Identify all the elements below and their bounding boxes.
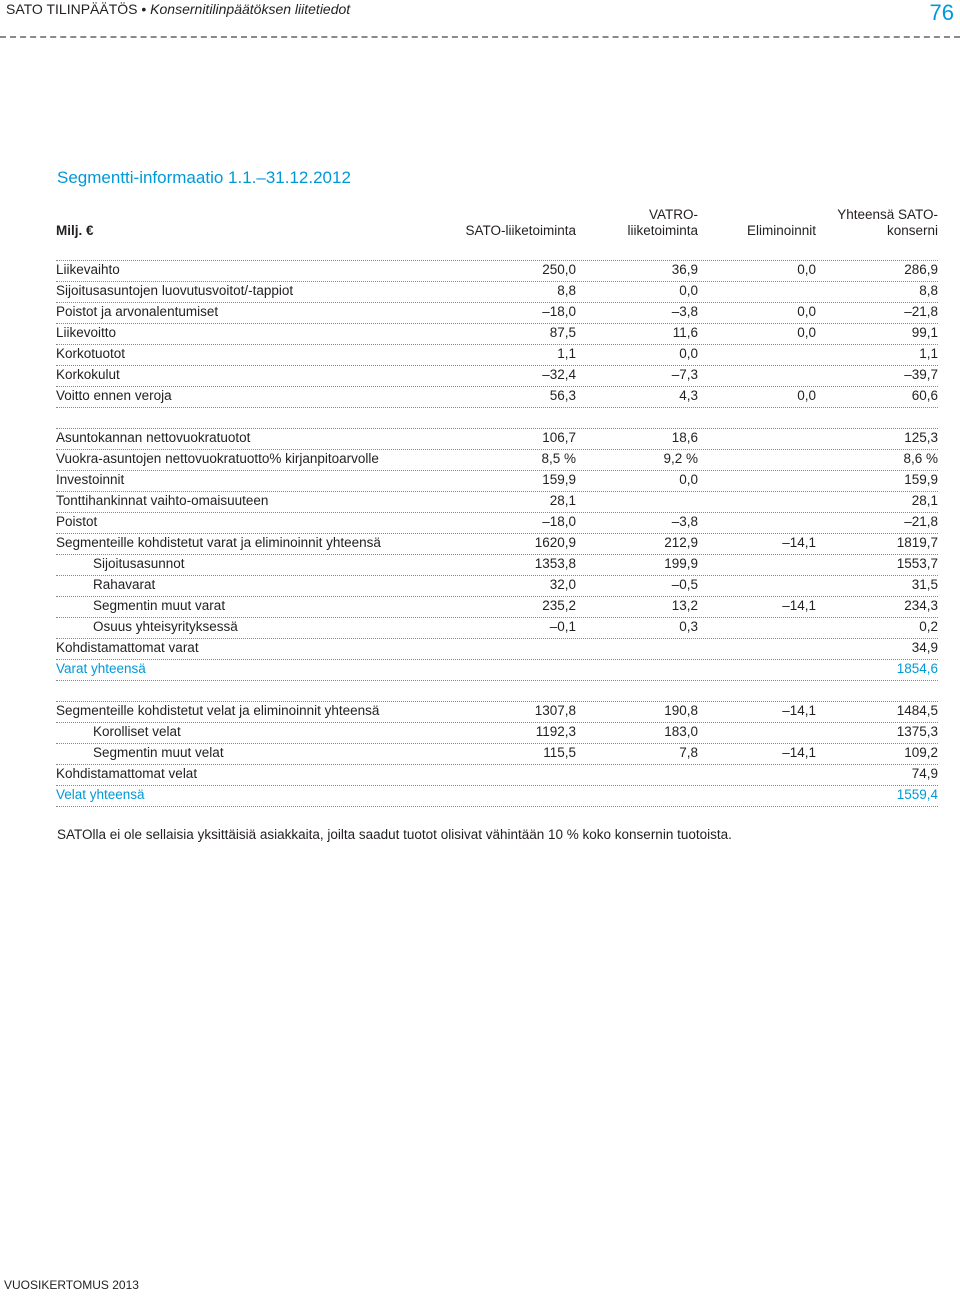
cell-c3: 0,0 [797,304,816,319]
table-row [56,512,938,534]
header-subsection: Konsernitilinpäätöksen liitetiedot [150,1,351,17]
cell-c1: 115,5 [543,745,576,760]
cell-c4: 109,2 [904,745,938,760]
cell-c4: 286,9 [904,262,938,277]
row-label: Voitto ennen veroja [56,388,172,403]
cell-c2: 183,0 [664,724,698,739]
cell-c1: 8,8 [557,283,576,298]
cell-c4: 234,3 [904,598,938,613]
cell-c4: 28,1 [911,493,938,508]
cell-c3: 0,0 [797,325,816,340]
cell-c2: 11,6 [672,325,698,340]
cell-c2: 18,6 [671,430,698,445]
table-row [56,722,938,744]
row-label: Segmenteille kohdistetut varat ja eliminoinnit yhteensä [56,535,381,550]
cell-c2: –3,8 [671,304,698,319]
table-row [56,449,938,471]
row-label: Osuus yhteisyrityksessä [93,619,238,634]
page-title: Segmentti-informaatio 1.1.–31.12.2012 [57,168,351,187]
cell-c1: 1307,8 [534,703,576,718]
cell-c2: 4,3 [679,388,698,403]
row-label: Segmentin muut varat [93,598,226,613]
cell-c4: 1553,7 [896,556,938,571]
table-row [56,491,938,513]
cell-c1: 106,7 [542,430,576,445]
page-number: 76 [929,0,954,25]
cell-c4: 1484,5 [896,703,938,718]
cell-c3: –14,1 [782,703,816,718]
table-row [56,701,938,723]
cell-c2: 199,9 [664,556,698,571]
cell-c1: –0,1 [549,619,576,634]
table-row [56,764,938,786]
cell-c2: 9,2 % [663,451,698,466]
table-row [56,428,938,450]
cell-c2: 212,9 [664,535,698,550]
header-bullet: • [141,1,147,17]
cell-c4: 1,1 [919,346,938,361]
row-label: Kohdistamattomat varat [56,640,199,655]
cell-c4: 1819,7 [896,535,938,550]
cell-c2: 190,8 [664,703,698,718]
row-label: Liikevaihto [56,262,120,277]
cell-c3: –14,1 [782,598,816,613]
cell-c2: 36,9 [671,262,698,277]
column-header-vatro-line2: liiketoiminta [627,223,698,238]
column-header-total-line2: konserni [886,223,938,238]
footnote: SATOlla ei ole sellaisia yksittäisiä asiakkaita, joilta saadut tuotot olisivat vähintään 10 % koko konsernin tuotoista. [57,827,732,842]
row-label: Tonttihankinnat vaihto-omaisuuteen [56,493,269,508]
column-header-eliminations: Eliminoinnit [746,223,816,238]
cell-c4: 99,1 [911,325,938,340]
row-label: Sijoitusasuntojen luovutusvoitot/-tappiot [56,283,294,298]
cell-c2: 0,3 [679,619,698,634]
table-row [56,743,938,765]
page-header [0,0,960,40]
table-row [56,533,938,555]
cell-c2: 13,2 [671,598,698,613]
cell-c4: 0,2 [919,619,938,634]
row-label: Segmenteille kohdistetut velat ja eliminoinnit yhteensä [56,703,380,718]
table-row [56,323,938,345]
row-label: Korkotuotot [56,346,126,361]
header-divider [0,36,960,38]
table-row [56,260,938,282]
table-row [56,386,938,408]
column-header-vatro-line1: VATRO- [649,207,698,222]
cell-c1: –18,0 [542,304,576,319]
table-row [56,596,938,618]
cell-c3: –14,1 [782,745,816,760]
column-header-vatro [598,207,698,239]
cell-c2: 0,0 [679,472,698,487]
table-row [56,344,938,366]
table-row [56,785,938,807]
cell-c2: –3,8 [671,514,698,529]
cell-c2: 0,0 [679,346,698,361]
row-label: Poistot [56,514,98,529]
cell-c1: 87,5 [549,325,576,340]
table-row [56,638,938,660]
row-label: Rahavarat [93,577,156,592]
cell-c1: 1620,9 [534,535,576,550]
row-label: Poistot ja arvonalentumiset [56,304,219,319]
cell-c3: 0,0 [797,262,816,277]
cell-c4: 1854,6 [896,661,938,676]
page-footer: VUOSIKERTOMUS 2013 [4,1278,139,1292]
cell-c2: 7,8 [679,745,698,760]
cell-c4: 125,3 [904,430,938,445]
cell-c1: 8,5 % [541,451,576,466]
cell-c1: 1192,3 [535,724,576,739]
row-label: Varat yhteensä [56,661,146,676]
table-row [56,302,938,324]
cell-c1: 32,0 [549,577,576,592]
table-row [56,470,938,492]
cell-c4: 31,5 [911,577,938,592]
table-row [56,554,938,576]
cell-c1: 28,1 [549,493,576,508]
table-row [56,617,938,639]
cell-c4: 8,8 [919,283,938,298]
cell-c3: 0,0 [797,388,816,403]
cell-c1: 159,9 [542,472,576,487]
cell-c1: –18,0 [542,514,576,529]
column-header-total-line1: Yhteensä SATO- [837,207,938,222]
row-label: Korolliset velat [93,724,181,739]
table-header [56,205,938,239]
cell-c4: 34,9 [911,640,938,655]
column-header-unit: Milj. € [56,223,94,238]
cell-c3: –14,1 [782,535,816,550]
cell-c4: 8,6 % [903,451,938,466]
row-label: Liikevoitto [56,325,117,340]
row-label: Korkokulut [56,367,120,382]
cell-c4: 159,9 [904,472,938,487]
cell-c1: 1,1 [557,346,576,361]
table-row [56,575,938,597]
cell-c2: –7,3 [671,367,698,382]
row-label: Sijoitusasunnot [93,556,185,571]
row-label: Velat yhteensä [56,787,145,802]
cell-c4: 60,6 [911,388,938,403]
row-label: Asuntokannan nettovuokratuotot [56,430,251,445]
cell-c4: –39,7 [904,367,938,382]
cell-c1: 250,0 [542,262,576,277]
cell-c1: –32,4 [542,367,576,382]
column-header-total [818,207,938,239]
cell-c4: 74,9 [911,766,938,781]
cell-c4: 1375,3 [896,724,938,739]
header-breadcrumb [6,1,350,17]
cell-c4: –21,8 [904,304,938,319]
cell-c2: –0,5 [671,577,698,592]
cell-c1: 1353,8 [534,556,576,571]
table-row [56,281,938,303]
cell-c1: 56,3 [549,388,576,403]
table-row [56,659,938,681]
cell-c2: 0,0 [679,283,698,298]
row-label: Segmentin muut velat [93,745,224,760]
row-label: Vuokra-asuntojen nettovuokratuotto% kirjanpitoarvolle [56,451,379,466]
cell-c1: 235,2 [542,598,576,613]
row-label: Investoinnit [56,472,125,487]
row-label: Kohdistamattomat velat [56,766,198,781]
cell-c4: –21,8 [904,514,938,529]
header-section: SATO TILINPÄÄTÖS [6,1,138,17]
column-header-sato: SATO-liiketoiminta [465,223,576,238]
cell-c4: 1559,4 [896,787,938,802]
table-row [56,365,938,387]
